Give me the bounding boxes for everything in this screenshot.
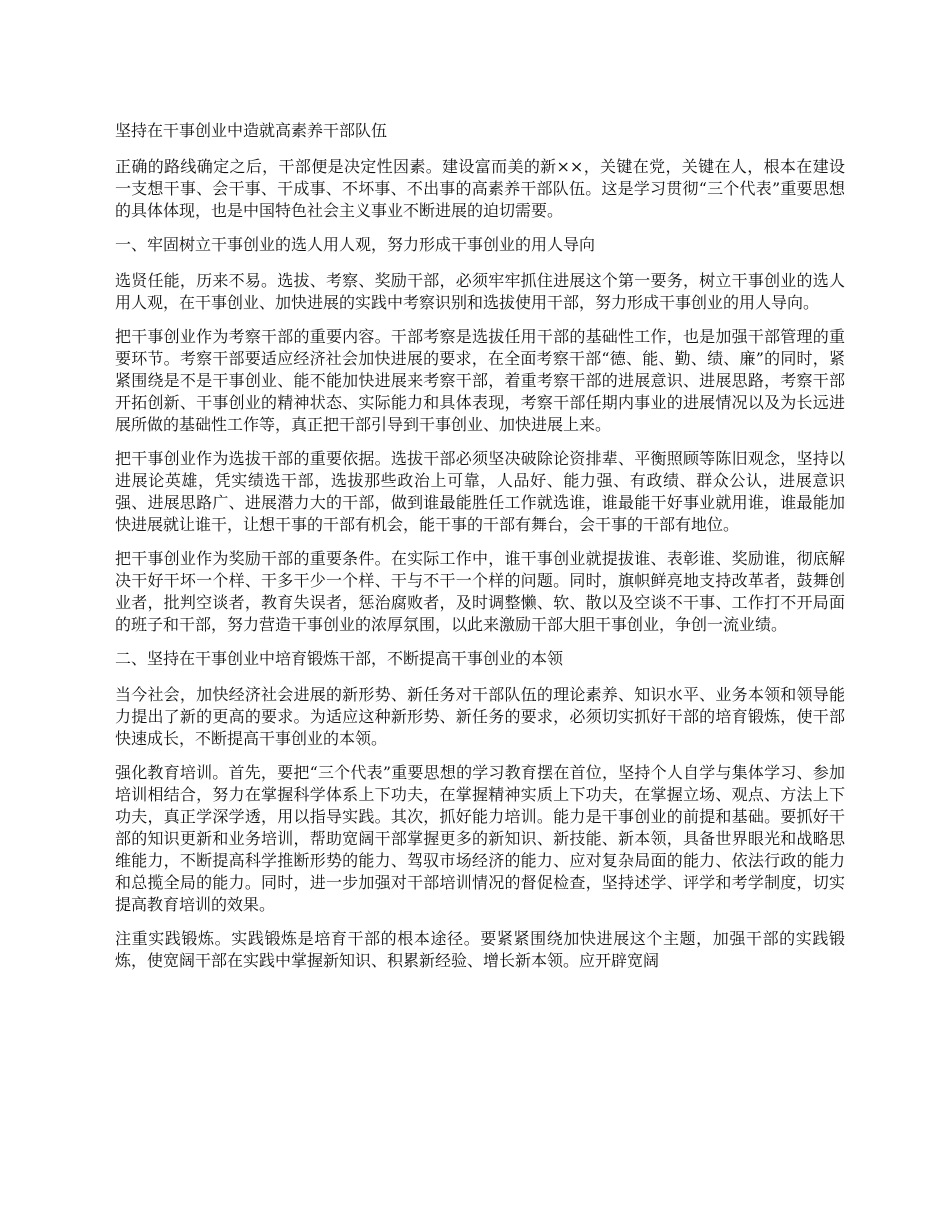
paragraph-promotion: 把干事创业作为选拔干部的重要依据。选拔干部必须坚决破除论资排辈、平衡照顾等陈旧观念，坚持以进展论英雄，凭实绩选干部，选拔那些政治上可靠，人品好、能力强、有政绩、群众公认，进展意识强、进展思路广、进展潜力大的干部，做到谁最能胜任工作就选谁，谁最能干好事业就用谁，谁最能加快进展就让谁干，让想干事的干部有机会，能干事的干部有舞台，会干事的干部有地位。 [115,449,845,534]
paragraph-training: 强化教育培训。首先，要把“三个代表”重要思想的学习教育摆在首位，坚持个人自学与集体学习、参加培训相结合，努力在掌握科学体系上下功夫，在掌握精神实质上下功夫，在掌握立场、观点、方法上下功夫，真正学深学透，用以指导实践。其次，抓好能力培训。能力是干事创业的前提和基础。要抓好干部的知识更新和业务培训，帮助宽阔干部掌握更多的新知识、新技能、新本领，具备世界眼光和战略思维能力，不断提高科学推断形势的能力、驾驭市场经济的能力、应对复杂局面的能力、依法行政的能力和总揽全局的能力。同时，进一步加强对干部培训情况的督促检查，坚持述学、评学和考学制度，切实提高教育培训的效果。 [115,763,845,914]
paragraph-selection: 选贤任能，历来不易。选拔、考察、奖励干部，必须牢牢抓住进展这个第一要务，树立干事创业的选人用人观，在干事创业、加快进展的实践中考察识别和选拔使用干部，努力形成干事创业的用人导向。 [115,271,845,312]
paragraph-practice: 注重实践锻炼。实践锻炼是培育干部的根本途径。要紧紧围绕加快进展这个主题，加强干部的实践锻炼，使宽阔干部在实践中掌握新知识、积累新经验、增长新本领。应开辟宽阔 [115,929,845,970]
document-page [115,120,845,984]
section-heading-2: 二、坚持在干事创业中培育锻炼干部，不断提高干事创业的本领 [115,649,564,668]
paragraph-evaluation: 把干事创业作为考察干部的重要内容。干部考察是选拔任用干部的基础性工作，也是加强干部管理的重要环节。考察干部要适应经济社会加快进展的要求，在全面考察干部“德、能、勤、绩、廉”的同时，紧紧围绕是不是干事创业、能不能加快进展来考察干部，着重考察干部的进展意识、进展思路，考察干部开拓创新、干事创业的精神状态、实际能力和具体表现，考察干部任期内事业的进展情况以及为长远进展所做的基础性工作等，真正把干部引导到干事创业、加快进展上来。 [115,327,845,434]
document-title: 坚持在干事创业中造就高素养干部队伍 [115,121,388,140]
paragraph-intro: 正确的路线确定之后，干部便是决定性因素。建设富而美的新××，关键在党，关键在人，根本在建设一支想干事、会干事、干成事、不坏事、不出事的高素养干部队伍。这是学习贯彻“三个代表”重要思想的具体体现，也是中国特色社会主义事业不断进展的迫切需要。 [115,157,845,220]
section-heading-1: 一、牢固树立干事创业的选人用人观，努力形成干事创业的用人导向 [115,235,596,254]
paragraph-requirements: 当今社会，加快经济社会进展的新形势、新任务对干部队伍的理论素养、知识水平、业务本领和领导能力提出了新的更高的要求。为适应这种新形势、新任务的要求，必须切实抓好干部的培育锻炼，使干部快速成长，不断提高干事创业的本领。 [115,685,845,748]
paragraph-reward: 把干事创业作为奖励干部的重要条件。在实际工作中，谁干事创业就提拔谁、表彰谁、奖励谁，彻底解决干好干坏一个样、干多干少一个样、干与不干一个样的问题。同时，旗帜鲜亮地支持改革者，鼓舞创业者，批判空谈者，教育失误者，惩治腐败者，及时调整懒、软、散以及空谈不干事、工作打不开局面的班子和干部，努力营造干事创业的浓厚氛围，以此来激励干部大胆干事创业，争创一流业绩。 [115,549,845,634]
